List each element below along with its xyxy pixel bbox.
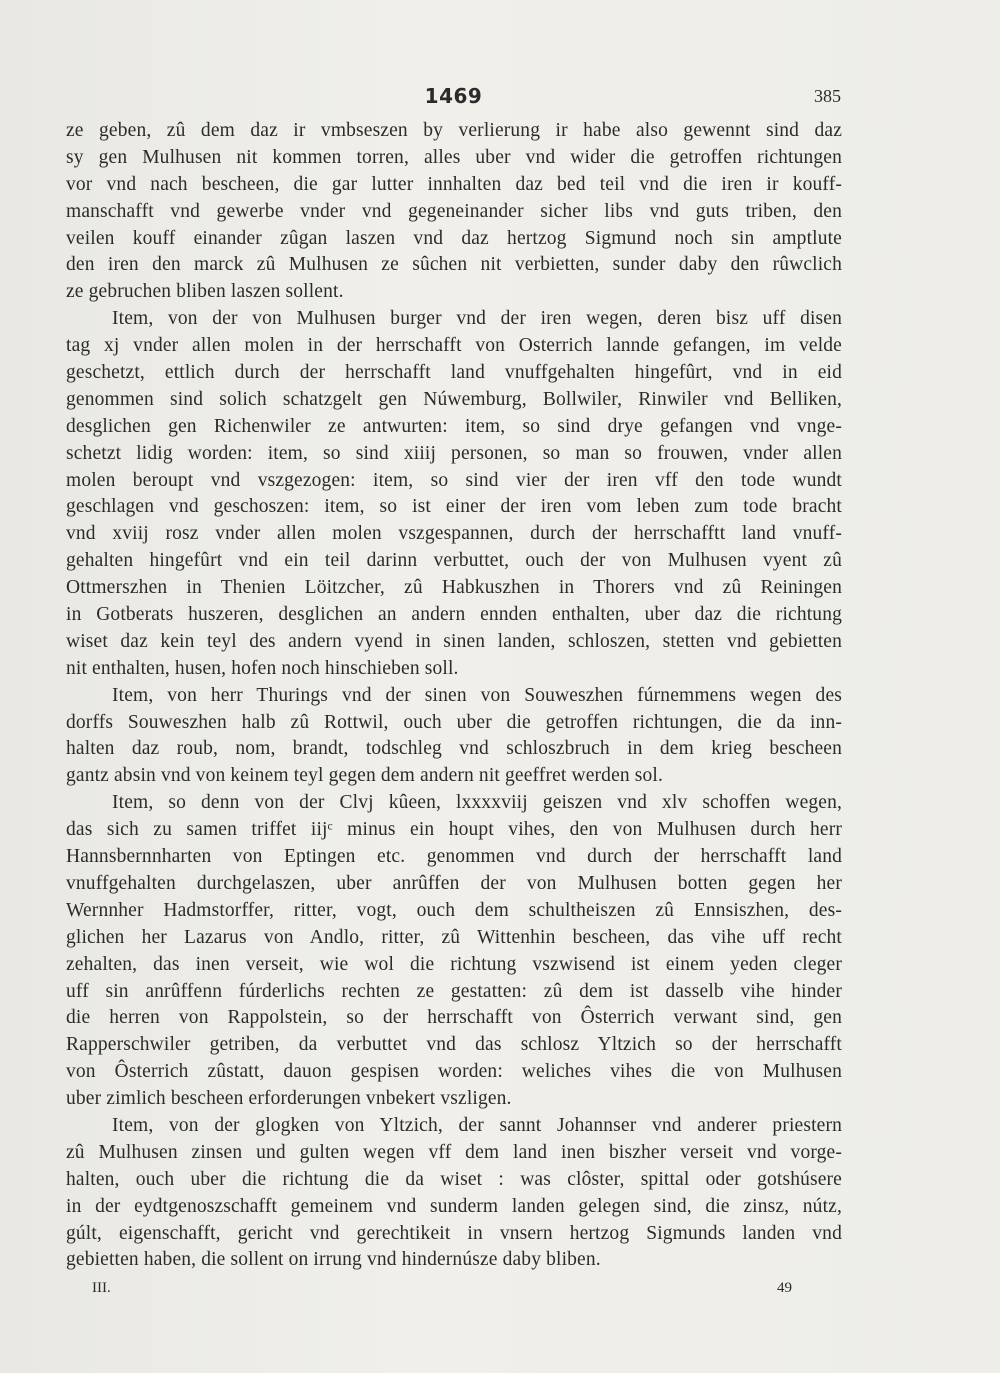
text-line: halten, ouch uber die richtung die da wiset : was clôster, spittal oder gotshúsere: [66, 1168, 842, 1190]
running-head-year: 1469: [424, 84, 483, 108]
text-line: schetzt lidig worden: item, so sind xiiij personen, so man so frouwen, vnder allen: [66, 442, 842, 464]
text-line: gebietten haben, die sollent on irrung vnd hindernúsze daby bliben.: [66, 1249, 601, 1271]
text-line: nit enthalten, husen, hofen noch hinschieben soll.: [66, 657, 459, 679]
body-text: [66, 118, 842, 1274]
sheet-number: 49: [777, 1280, 792, 1296]
text-line: Item, so denn von der Clvj kûeen, lxxxxviij geiszen vnd xlv schoffen wegen,: [112, 792, 842, 814]
text-line: sy gen Mulhusen nit kommen torren, alles uber vnd wider die getroffen richtungen: [66, 146, 842, 168]
text-line: gantz absin vnd von keinem teyl gegen dem andern nit geeffret werden sol.: [66, 765, 664, 787]
page-header: [66, 82, 841, 112]
text-line: von Ôsterrich zûstatt, dauon gespisen worden: weliches vihes die von Mulhusen: [66, 1061, 842, 1083]
signature-mark: III.: [92, 1280, 111, 1296]
text-line: tag xj vnder allen molen in der herrschafft von Osterrich lannde gefangen, im velde: [66, 335, 842, 357]
text-line: den iren den marck zû Mulhusen ze sûchen nit verbietten, sunder daby den rûwclich: [66, 254, 842, 276]
text-line: zû Mulhusen zinsen und gulten wegen vff dem land inen biszher verseit vnd vorge-: [66, 1141, 842, 1163]
text-line: ze gebruchen bliben laszen sollent.: [66, 281, 344, 303]
text-line: gúlt, eigenschafft, gericht vnd gerechtikeit in vnsern hertzog Sigmunds landen vnd: [66, 1222, 842, 1244]
page-number: 385: [814, 86, 841, 106]
text-line: Rapperschwiler getriben, da verbuttet vnd das schlosz Yltzich so der herrschafft: [66, 1034, 842, 1056]
text-line: manschafft vnd gewerbe vnder vnd gegeneinander sicher libs vnd guts triben, den: [66, 200, 842, 222]
text-line: veilen kouff einander zûgan laszen vnd daz hertzog Sigmund noch sin amptlute: [66, 227, 842, 249]
text-line: geschlagen vnd geschoszen: item, so ist einer der iren vom leben zum tode bracht: [66, 496, 842, 518]
text-line: vnd xviij rosz vnder allen molen vszgespannen, durch der herrschafftt land vnuff-: [66, 523, 842, 545]
text-line: in Gotberats huszeren, desglichen an andern ennden enthalten, uber daz die richtung: [66, 604, 842, 626]
page-footer: [92, 1280, 792, 1304]
text-line: genommen sind solich schatzgelt gen Núwemburg, Bollwiler, Rinwiler vnd Belliken,: [66, 388, 842, 410]
text-line: ze geben, zû dem daz ir vmbseszen by verlierung ir habe also gewennt sind daz: [66, 120, 842, 141]
text-line: Item, von der von Mulhusen burger vnd der iren wegen, deren bisz uff disen: [112, 308, 842, 330]
text-line: Hannsbernnharten von Eptingen etc. genommen vnd durch der herrschafft land: [66, 846, 842, 868]
text-line: dorffs Souweszhen halb zû Rottwil, ouch uber die getroffen richtungen, die da inn-: [66, 711, 842, 733]
text-line: wiset daz kein teyl des andern vyend in sinen landen, schloszen, stetten vnd gebietten: [66, 630, 842, 652]
text-line: Item, von herr Thurings vnd der sinen von Souweszhen fúrnemmens wegen des: [112, 684, 842, 706]
text-line: desglichen gen Richenwiler ze antwurten: item, so sind drye gefangen vnd vnge-: [66, 415, 842, 437]
text-line: gehalten hingefûrt vnd ein teil darinn verbuttet, ouch der von Mulhusen vyent zû: [66, 550, 842, 572]
text-line: Wernnher Hadmstorffer, ritter, vogt, ouch dem schultheiszen zû Ennsiszhen, des-: [66, 899, 842, 921]
text-line: halten daz roub, nom, brandt, todschleg vnd schloszbruch in dem krieg bescheen: [66, 738, 842, 760]
text-line: geschetzt, ettlich durch der herrschafft land vnuffgehalten hingefûrt, vnd in eid: [66, 362, 842, 384]
text-line: vor vnd nach bescheen, die gar lutter innhalten daz bed teil vnd die iren ir kouff-: [66, 173, 842, 195]
text-line: molen beroupt vnd vszgezogen: item, so sind vier der iren vff den tode wundt: [66, 469, 842, 491]
text-line: die herren von Rappolstein, so der herrschafft von Ôsterrich verwant sind, gen: [66, 1007, 842, 1029]
text-line: das sich zu samen triffet iijᶜ minus ein houpt vihes, den von Mulhusen durch herr: [66, 819, 842, 841]
text-line: uff sin anrûffenn fúrderlichs rechten ze gestatten: zû dem ist dasselb vihe hinder: [66, 980, 842, 1002]
text-line: vnuffgehalten durchgelaszen, uber anrûffen der von Mulhusen botten gegen her: [66, 872, 842, 894]
text-line: in der eydtgenoszschafft gemeinem vnd sunderm landen gelegen sind, die zinsz, nútz,: [66, 1195, 842, 1217]
text-line: uber zimlich bescheen erforderungen vnbekert vszligen.: [66, 1088, 512, 1110]
text-line: Item, von der glogken von Yltzich, der sannt Johannser vnd anderer priestern: [112, 1114, 842, 1136]
text-line: Ottmerszhen in Thenien Löitzcher, zû Habkuszhen in Thorers vnd zû Reiningen: [66, 577, 842, 599]
text-line: zehalten, das inen verseit, wie wol die richtung vszwisend ist einem yeden cleger: [66, 953, 842, 975]
text-line: glichen her Lazarus von Andlo, ritter, zû Wittenhin bescheen, das vihe uff recht: [66, 926, 842, 948]
